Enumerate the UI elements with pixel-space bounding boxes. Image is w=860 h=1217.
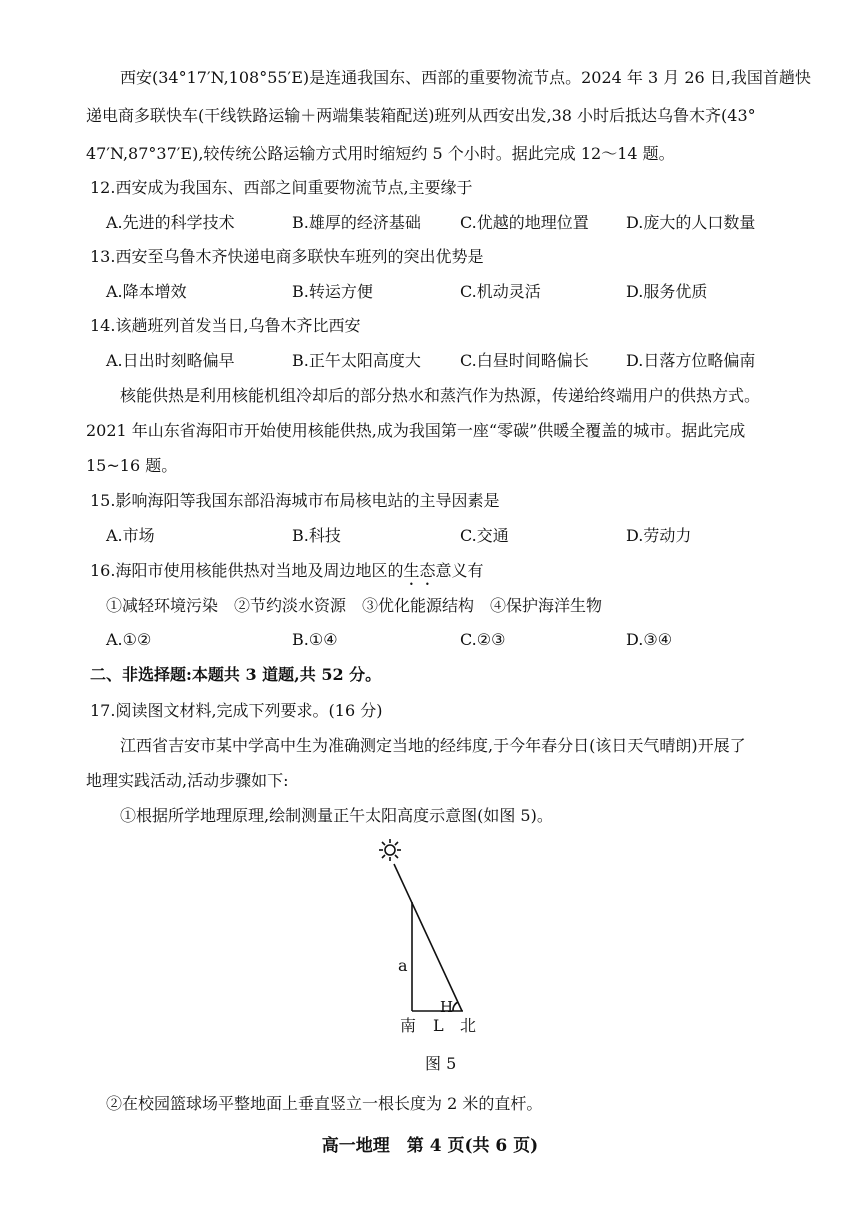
q12-option-b[interactable]: B.雄厚的经济基础 — [292, 213, 421, 232]
q17-step2: ②在校园篮球场平整地面上垂直竖立一根长度为 2 米的直杆。 — [106, 1094, 543, 1113]
solar-altitude-diagram — [370, 836, 500, 1041]
passage2-line1: 核能供热是利用核能机组冷却后的部分热水和蒸汽作为热源，传递给终端用户的供热方式。 — [120, 386, 761, 405]
angle-arc — [453, 1002, 458, 1011]
q16-option-a[interactable]: A.①② — [106, 630, 152, 649]
q17-line2: 地理实践活动,活动步骤如下: — [86, 771, 289, 790]
sun-icon — [379, 839, 401, 861]
passage2-line2: 2021 年山东省海阳市开始使用核能供热,成为我国第一座“零碳”供暖全覆盖的城市。据此完成 — [86, 421, 746, 440]
q13-stem: 13.西安至乌鲁木齐快递电商多联快车班列的突出优势是 — [90, 247, 484, 266]
sun-ray-line — [394, 864, 462, 1011]
q16-stem-emphasis: 生态 — [403, 561, 436, 580]
q16-option-b[interactable]: B.①④ — [292, 630, 338, 649]
passage2-line3: 15~16 题。 — [86, 456, 178, 475]
q15-option-d[interactable]: D.劳动力 — [626, 526, 692, 545]
q16-option-c[interactable]: C.②③ — [460, 630, 506, 649]
q14-option-b[interactable]: B.正午太阳高度大 — [292, 351, 421, 370]
q17-step1: ①根据所学地理原理,绘制测量正午太阳高度示意图(如图 5)。 — [120, 806, 553, 825]
section2-title: 二、非选择题:本题共 3 道题,共 52 分。 — [90, 665, 382, 684]
q16-option-d[interactable]: D.③④ — [626, 630, 673, 649]
q14-option-a[interactable]: A.日出时刻略偏早 — [106, 351, 235, 370]
q16-stem-pre: 16.海阳市使用核能供热对当地及周边地区的 — [90, 561, 404, 580]
q13-option-d[interactable]: D.服务优质 — [626, 282, 708, 301]
passage1-line2: 递电商多联快车(干线铁路运输＋两端集装箱配送)班列从西安出发,38 小时后抵达乌鲁木齐(43° — [86, 106, 756, 125]
figure-label-l: L — [433, 1016, 444, 1035]
q16-stem — [90, 560, 483, 589]
figure-label-a: a — [398, 956, 408, 975]
q16-stem-post: 意义有 — [435, 561, 484, 580]
q14-option-c[interactable]: C.白昼时间略偏长 — [460, 351, 589, 370]
q15-stem: 15.影响海阳等我国东部沿海城市布局核电站的主导因素是 — [90, 491, 500, 510]
q15-option-a[interactable]: A.市场 — [106, 526, 155, 545]
q14-stem: 14.该趟班列首发当日,乌鲁木齐比西安 — [90, 316, 361, 335]
q12-stem: 12.西安成为我国东、西部之间重要物流节点,主要缘于 — [90, 178, 473, 197]
q17-line1: 江西省吉安市某中学高中生为准确测定当地的经纬度,于今年春分日(该日天气晴朗)开展了 — [120, 736, 746, 755]
figure-caption: 图 5 — [425, 1054, 457, 1073]
q13-option-b[interactable]: B.转运方便 — [292, 282, 373, 301]
q15-option-b[interactable]: B.科技 — [292, 526, 341, 545]
figure-label-h: H — [440, 998, 454, 1016]
page-footer: 高一地理 第 4 页(共 6 页) — [321, 1136, 539, 1156]
figure-label-north: 北 — [460, 1016, 477, 1035]
q12-option-c[interactable]: C.优越的地理位置 — [460, 213, 589, 232]
q15-option-c[interactable]: C.交通 — [460, 526, 509, 545]
q12-option-a[interactable]: A.先进的科学技术 — [106, 213, 235, 232]
q12-option-d[interactable]: D.庞大的人口数量 — [626, 213, 756, 232]
q13-option-a[interactable]: A.降本增效 — [106, 282, 187, 301]
passage1-line1: 西安(34°17′N,108°55′E)是连通我国东、西部的重要物流节点。2024 年 3 月 26 日,我国首趟快 — [120, 68, 811, 87]
q17-stem: 17.阅读图文材料,完成下列要求。(16 分) — [90, 701, 383, 720]
q13-option-c[interactable]: C.机动灵活 — [460, 282, 541, 301]
q14-option-d[interactable]: D.日落方位略偏南 — [626, 351, 756, 370]
q16-items: ①减轻环境污染 ②节约淡水资源 ③优化能源结构 ④保护海洋生物 — [106, 596, 603, 615]
figure-label-south: 南 — [400, 1016, 417, 1035]
passage1-line3: 47′N,87°37′E),较传统公路运输方式用时缩短约 5 个小时。据此完成 12～14 题。 — [86, 144, 675, 163]
